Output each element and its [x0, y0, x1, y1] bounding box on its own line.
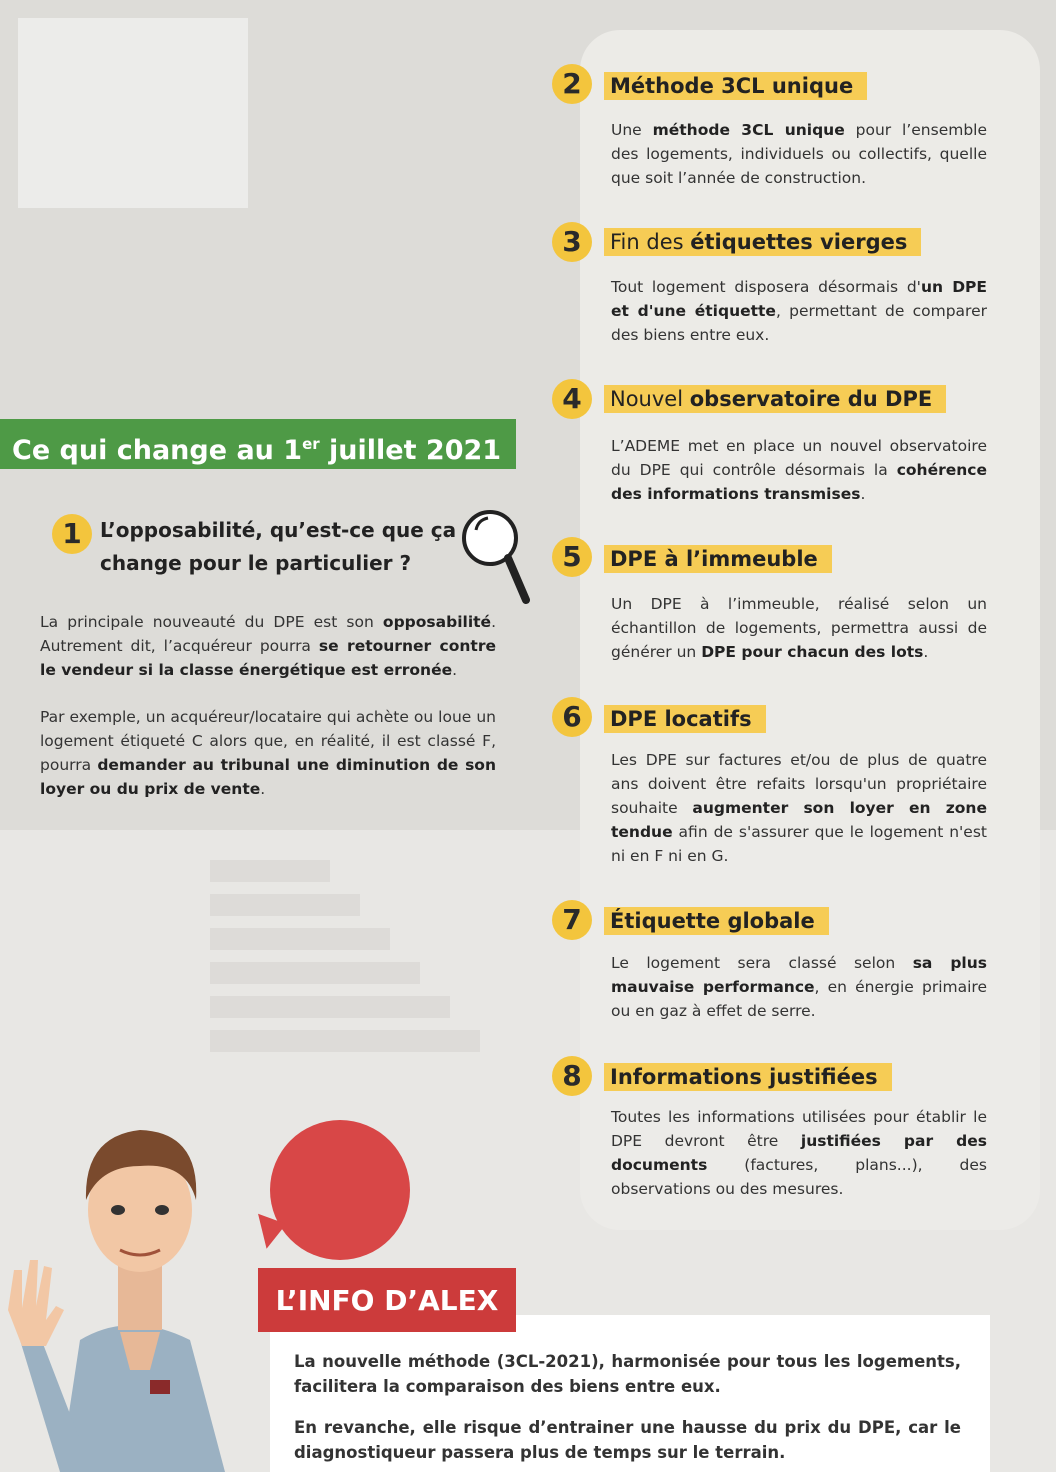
section-7-body: Le logement sera classé selon sa plus mauvaise performance, en énergie primaire ou en gaz à effet de serre.	[611, 954, 987, 1020]
section-2-body: Une méthode 3CL unique pour l’ensemble des logements, individuels ou collectifs, quelle que soit l’année de construction.	[611, 121, 988, 187]
background-energy-label	[210, 860, 540, 1110]
background-block	[18, 18, 248, 208]
section-2-title: Méthode 3CL unique	[604, 72, 867, 100]
section-5-number: 5	[552, 537, 592, 577]
section-6-title: DPE locatifs	[604, 705, 766, 733]
section-4-number: 4	[552, 379, 592, 419]
speech-bubble	[270, 1120, 410, 1260]
section-6-number: 6	[552, 697, 592, 737]
section-1-paragraph-1: La principale nouveauté du DPE est son opposabilité. Autrement dit, l’acquéreur pourra se retourner contre le vendeur si la classe énergétique est erronée.	[40, 613, 496, 679]
section-5-body: Un DPE à l’immeuble, réalisé selon un échantillon de logements, permettra aussi de générer un DPE pour chacun des lots.	[611, 595, 987, 661]
section-3-title: Fin des étiquettes vierges	[604, 228, 921, 256]
section-8-body: Toutes les informations utilisées pour établir le DPE devront être justifiées par des documents (factures, plans...), des observations ou des mesures.	[611, 1108, 987, 1198]
page-title: Ce qui change au 1er juillet 2021	[0, 419, 516, 469]
section-3-body: Tout logement disposera désormais d'un DPE et d'une étiquette, permettant de comparer des biens entre eux.	[611, 278, 988, 344]
section-7-number: 7	[552, 900, 592, 940]
section-1-title: L’opposabilité, qu’est-ce que ça change pour le particulier ?	[100, 518, 457, 575]
section-7-title: Étiquette globale	[604, 907, 829, 935]
section-4-title: Nouvel observatoire du DPE	[604, 385, 946, 413]
magnifier-icon	[460, 508, 532, 608]
section-1-paragraph-2: Par exemple, un acquéreur/locataire qui achète ou loue un logement étiqueté C alors que, en réalité, il est classé F, pourra demander au tribunal une diminution de son loyer ou du prix de vente.	[40, 708, 496, 798]
section-6-body: Les DPE sur factures et/ou de plus de quatre ans doivent être refaits lorsqu'un propriétaire souhaite augmenter son loyer en zone tendue afin de s'assurer que le logement n'est ni en F ni en G.	[611, 751, 987, 865]
alex-avatar	[0, 1110, 260, 1472]
info-alex-title: L’INFO D’ALEX	[258, 1268, 516, 1332]
info-alex-paragraph-2: En revanche, elle risque d’entrainer une hausse du prix du DPE, car le diagnostiqueur passera plus de temps sur le terrain.	[294, 1418, 961, 1462]
section-5-title: DPE à l’immeuble	[604, 545, 832, 573]
section-4-body: L’ADEME met en place un nouvel observatoire du DPE qui contrôle désormais la cohérence des informations transmises.	[611, 437, 987, 503]
section-8-number: 8	[552, 1056, 592, 1096]
section-8-title: Informations justifiées	[604, 1063, 892, 1091]
info-alex-paragraph-1: La nouvelle méthode (3CL-2021), harmonisée pour tous les logements, facilitera la comparaison des biens entre eux.	[294, 1352, 961, 1396]
section-1-number: 1	[52, 514, 92, 554]
section-2-number: 2	[552, 64, 592, 104]
section-3-number: 3	[552, 222, 592, 262]
